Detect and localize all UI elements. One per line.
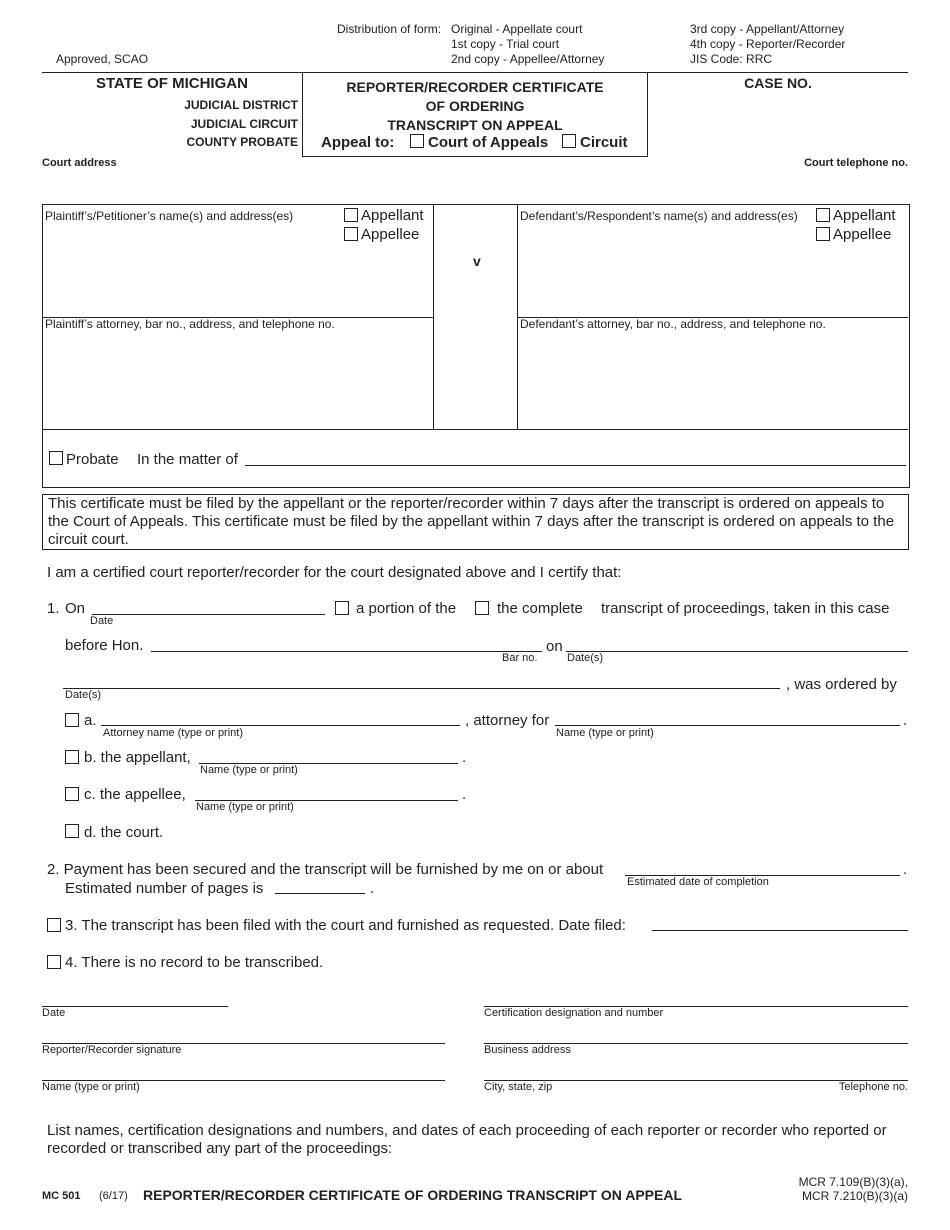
notice-text: This certificate must be filed by the appellant or the reporter/recorder within 7 days after the transcript is ordered on appeals to the Court of Appeals. This certificate must be filed by the appellant within 7 days after the transcript is ordered on appeals to the circuit court. [48,495,895,548]
city-state-zip-label: City, state, zip [484,1081,553,1093]
plaintiff-appellee-checkbox[interactable] [344,227,358,241]
pages-label: Estimated number of pages is [65,880,264,897]
signature-date-label: Date [42,1007,66,1019]
completion-date-label: Estimated date of completion [627,876,769,888]
period: . [903,861,908,878]
form-revision: (6/17) [99,1190,128,1202]
item3-text: 3. The transcript has been filed with the court and furnished as requested. Date filed: [65,917,626,934]
footer-title: REPORTER/RECORDER CERTIFICATE OF ORDERING TRANSCRIPT ON APPEAL [143,1187,683,1203]
reporter-name-label: Name (type or print) [42,1081,140,1093]
court-address-label: Court address [42,157,117,169]
form-title-line: OF ORDERING [425,98,525,114]
signature-date-field[interactable] [42,1006,228,1007]
parties-box [42,204,910,488]
court-rule: MCR 7.109(B)(3)(a), [798,1175,908,1189]
item1-date-label: Date [90,615,114,627]
attorney-name-label: Attorney name (type or print) [103,727,244,739]
circuit-label: Circuit [580,134,628,151]
title-bottom-rule [302,156,648,157]
court-telephone-label: Court telephone no. [804,157,908,169]
notice-box [42,494,909,550]
state-name: STATE OF MICHIGAN [96,75,248,92]
plaintiff-appellant-label: Appellant [361,207,424,224]
period: . [462,749,467,766]
probate-checkbox[interactable] [49,451,63,465]
court-rule: MCR 7.210(B)(3)(a) [801,1189,908,1203]
dates-label-2: Date(s) [65,689,102,701]
appellee-name-label: Name (type or print) [196,801,294,813]
defendant-appellee-checkbox[interactable] [816,227,830,241]
attorney-for-text: , attorney for [465,712,550,729]
complete-label: the complete [497,600,583,617]
certification-label: Certification designation and number [484,1007,664,1019]
plaintiff-label: Plaintiff’s/Petitioner’s name(s) and address(es) [45,209,294,223]
appeal-to-label: Appeal to: [321,134,395,151]
transcript-text: transcript of proceedings, taken in this case [601,600,890,617]
client-name-label: Name (type or print) [556,727,654,739]
option-b-label: b. the appellant, [84,749,191,766]
distribution-item: 2nd copy - Appellee/Attorney [451,52,605,66]
item2-text: 2. Payment has been secured and the transcript will be furnished by me on or about [47,861,604,878]
item3-checkbox[interactable] [47,918,61,932]
distribution-item: 3rd copy - Appellant/Attorney [690,22,845,36]
distribution-label: Distribution of form: [337,22,442,36]
header-top-rule [42,72,908,73]
option-d-label: d. the court. [84,824,164,841]
option-a-label: a. [84,712,97,729]
dates-label: Date(s) [567,652,604,664]
distribution-item: Original - Appellate court [451,22,583,36]
court-of-appeals-checkbox[interactable] [410,134,424,148]
defendant-appellant-checkbox[interactable] [816,208,830,222]
court-type: JUDICIAL DISTRICT [184,98,298,112]
option-c-label: c. the appellee, [84,786,186,803]
form-title-line: REPORTER/RECORDER CERTIFICATE [346,79,604,95]
option-d-checkbox[interactable] [65,824,79,838]
option-c-checkbox[interactable] [65,787,79,801]
versus-label: v [473,253,481,269]
plaintiff-appellant-checkbox[interactable] [344,208,358,222]
item1-on: On [65,600,86,617]
client-name-field[interactable] [555,725,900,726]
business-address-label: Business address [484,1044,571,1056]
form-title-line: TRANSCRIPT ON APPEAL [387,117,563,133]
list-instructions: List names, certification designations and numbers, and dates of each proceeding of each reporter or recorder who reported or recorded or transcribed any part of the proceedings: [47,1122,887,1157]
circuit-checkbox[interactable] [562,134,576,148]
rule [42,429,908,430]
item4-checkbox[interactable] [47,955,61,969]
defendant-appellee-label: Appellee [833,226,892,243]
plaintiff-attorney-label: Plaintiff’s attorney, bar no., address, and telephone no. [45,317,335,331]
on-label: on [546,638,563,655]
portion-label: a portion of the [356,600,457,617]
item4-text: 4. There is no record to be transcribed. [65,954,324,971]
signature-label: Reporter/Recorder signature [42,1044,182,1056]
ordered-by-text: , was ordered by [786,676,897,693]
portion-checkbox[interactable] [335,601,349,615]
distribution-list-1 [451,22,604,67]
appellant-name-label: Name (type or print) [200,764,298,776]
certify-text: I am a certified court reporter/recorder for the court designated above and I certify that: [47,564,622,581]
pages-field[interactable] [275,893,365,894]
period: . [903,712,908,729]
defendant-appellant-label: Appellant [833,207,896,224]
form-title [304,78,646,135]
probate-label: Probate [66,451,119,468]
dates-field[interactable] [566,651,908,652]
matter-of-field[interactable] [245,465,906,466]
plaintiff-appellee-label: Appellee [361,226,420,243]
rule [42,204,908,205]
distribution-list-2 [690,22,845,67]
option-b-checkbox[interactable] [65,750,79,764]
case-no-label: CASE NO. [744,75,812,91]
defendant-attorney-label: Defendant’s attorney, bar no., address, and telephone no. [520,317,826,331]
period: . [462,786,467,803]
bar-no-label: Bar no. [502,652,538,664]
telephone-label: Telephone no. [838,1081,908,1093]
approved-text: Approved, SCAO [56,52,149,66]
period: . [370,880,375,897]
divider [302,72,303,157]
court-rules [740,1175,908,1203]
court-type: JUDICIAL CIRCUIT [190,116,298,131]
date-filed-field[interactable] [652,930,908,931]
distribution-item: JIS Code: RRC [690,52,773,66]
court-of-appeals-label: Court of Appeals [428,134,549,151]
distribution-item: 1st copy - Trial court [451,37,560,51]
option-a-checkbox[interactable] [65,713,79,727]
item1-number: 1. [47,600,60,617]
defendant-label: Defendant’s/Respondent’s name(s) and address(es) [520,209,798,223]
item1-date-field[interactable] [92,614,325,615]
court-type: COUNTY PROBATE [186,135,298,149]
judge-name-field[interactable] [151,651,542,652]
before-hon-label: before Hon. [65,637,144,654]
complete-checkbox[interactable] [475,601,489,615]
distribution-item: 4th copy - Reporter/Recorder [690,37,846,51]
court-types [150,96,298,152]
form-number: MC 501 [42,1190,81,1202]
matter-of-label: In the matter of [137,451,238,468]
dates-field-continued[interactable] [63,688,780,689]
attorney-name-field[interactable] [101,725,460,726]
